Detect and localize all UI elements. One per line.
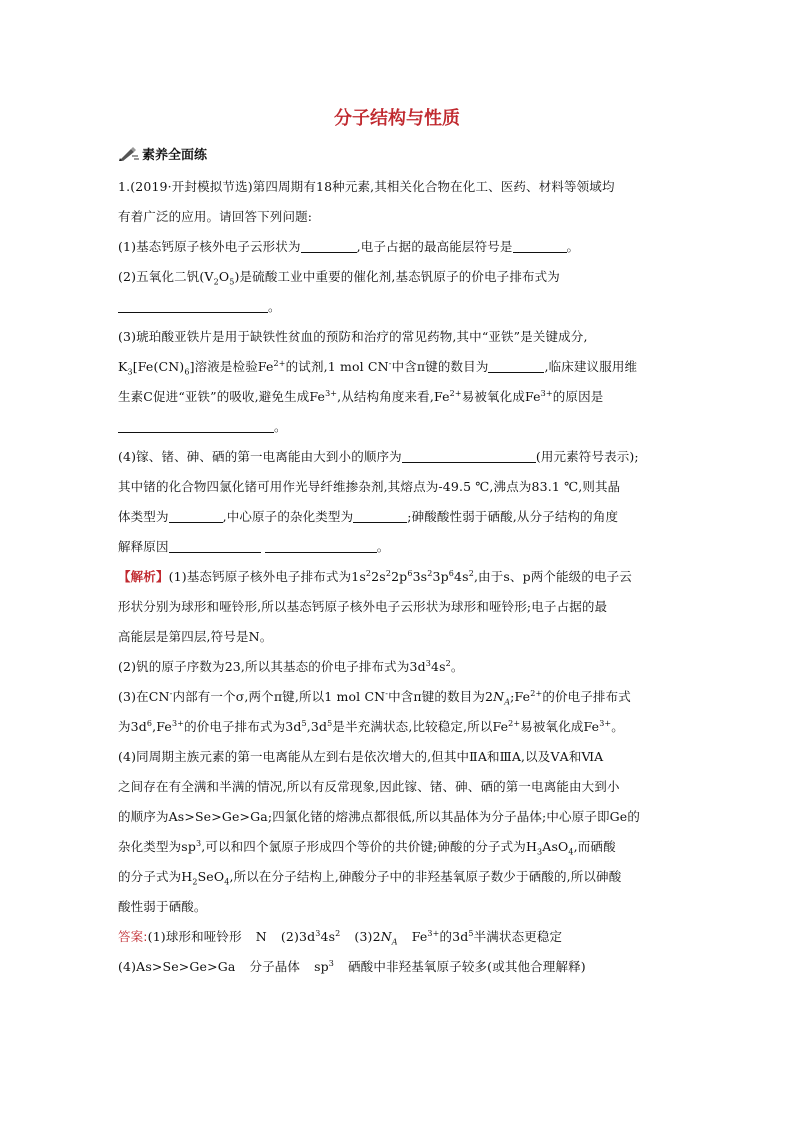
question-part-1: (1)基态钙原子核外电子云形状为 ,电子占据的最高能层符号是 。 <box>118 239 580 254</box>
question-line: 其中锗的化合物四氯化锗可用作光导纤维掺杂剂,其熔点为-49.5 ℃,沸点为83.1 ℃,则其晶 <box>118 479 621 494</box>
answer-blank[interactable] <box>488 357 544 373</box>
question-line: 体类型为 ,中心原子的杂化类型为 ;砷酸酸性弱于硒酸,从分子结构的角度 <box>118 509 619 524</box>
answer-blank[interactable] <box>265 537 377 553</box>
question-line: $K_3[Fe(CN)_6]$溶液是检验$Fe^{2+}$的试剂,1 mol CN-中含π键的数目为 ,临床建议服用维 <box>118 358 638 377</box>
question-part-2: (2)五氧化二钒$(V_2O_5)$是硫酸工业中重要的催化剂,基态钒原子的价电子排布式为 <box>118 269 560 287</box>
answer-blank[interactable] <box>169 537 261 553</box>
analysis-line: 为$3d^6,Fe^{3+}$的价电子排布式为$3d^5,3d^5$是半充满状态,比较稳定,所以$Fe^{2+}$易被氧化成$Fe^{3+}$。 <box>118 718 624 734</box>
question-line: 1.(2019·开封模拟节选)第四周期有18种元素,其相关化合物在化工、医药、材料等领域均 <box>118 179 615 194</box>
question-line: 。 <box>118 412 680 442</box>
analysis-line: 酸性弱于硒酸。 <box>118 899 207 914</box>
analysis-line: (2)钒的原子序数为23,所以其基态的价电子排布式为$3d^34s^2$。 <box>118 658 464 674</box>
analysis-line: 形状分别为球形和哑铃形,所以基态钙原子核外电子云形状为球形和哑铃形;电子占据的最 <box>118 599 608 614</box>
answer-blank[interactable] <box>118 417 274 433</box>
question-line: 解释原因 。 <box>118 539 390 554</box>
analysis-line: 之间存在有全满和半满的情况,所以有反常现象,因此镓、锗、砷、硒的第一电离能由大到小 <box>118 779 620 794</box>
analysis-line: (3)在CN-内部有一个σ,两个π键,所以1 mol CN-中含π键的数目为$2N_A;Fe^{2+}$的价电子排布式 <box>118 688 631 707</box>
analysis-line: 【解析】(1)基态钙原子核外电子排布式为$1s^22s^22p^63s^23p^64s^2$,由于s、p两个能级的电子云 <box>118 568 632 584</box>
question-part-4: (4)镓、锗、砷、硒的第一电离能由大到小的顺序为 (用元素符号表示); <box>118 449 639 464</box>
analysis-label: 【解析】 <box>118 569 169 584</box>
analysis-line: 杂化类型为$sp^3$,可以和四个氯原子形成四个等价的共价键;砷酸的分子式为$H_3AsO_4$,而硒酸 <box>118 838 616 857</box>
page-title: 分子结构与性质 <box>334 108 460 129</box>
answer-blank[interactable] <box>118 297 268 313</box>
question-line: 生素C促进“亚铁”的吸收,避免生成$Fe^{3+}$,从结构角度来看$,Fe^{2+}$易被氧化成$Fe^{3+}$的原因是 <box>118 388 604 404</box>
question-body <box>118 172 680 982</box>
question-line: 。 <box>118 292 680 322</box>
analysis-line: 的顺序为As>Se>Ge>Ga;四氯化锗的熔沸点都很低,所以其晶体为分子晶体;中心原子即Ge的 <box>118 809 640 824</box>
answer-blank[interactable] <box>402 447 536 463</box>
analysis-line: 的分子式为$H_2SeO_4$,所以在分子结构上,砷酸分子中的非羟基氧原子数少于硒酸的,所以砷酸 <box>118 869 622 887</box>
answer-blank[interactable] <box>353 507 407 523</box>
section-label: 素养全面练 <box>142 148 208 163</box>
answer-line: (4)As>Se>Ge>Ga 分子晶体 $sp^3$ 硒酸中非羟基氧原子较多(或其他合理解释) <box>118 958 586 974</box>
analysis-line: 高能层是第四层,符号是N。 <box>118 629 273 644</box>
question-part-3: (3)琥珀酸亚铁片是用于缺铁性贫血的预防和治疗的常见药物,其中“亚铁”是关键成分, <box>118 329 588 344</box>
section-heading <box>118 146 207 166</box>
answer-line: 答案:(1)球形和哑铃形 N $(2)3d^34s^2$ $(3)2N_A$ $Fe^{3+}$的$3d^5$半满状态更稳定 <box>118 928 563 947</box>
question-line: 有着广泛的应用。请回答下列问题: <box>118 209 313 224</box>
answer-blank[interactable] <box>169 507 223 523</box>
answer-label: 答案: <box>118 929 148 944</box>
answer-blank[interactable] <box>301 237 357 253</box>
answer-blank[interactable] <box>513 237 567 253</box>
analysis-line: (4)同周期主族元素的第一电离能从左到右是依次增大的,但其中ⅡA和ⅢA,以及ⅤA和ⅥA <box>118 749 604 764</box>
pen-icon <box>118 146 140 162</box>
